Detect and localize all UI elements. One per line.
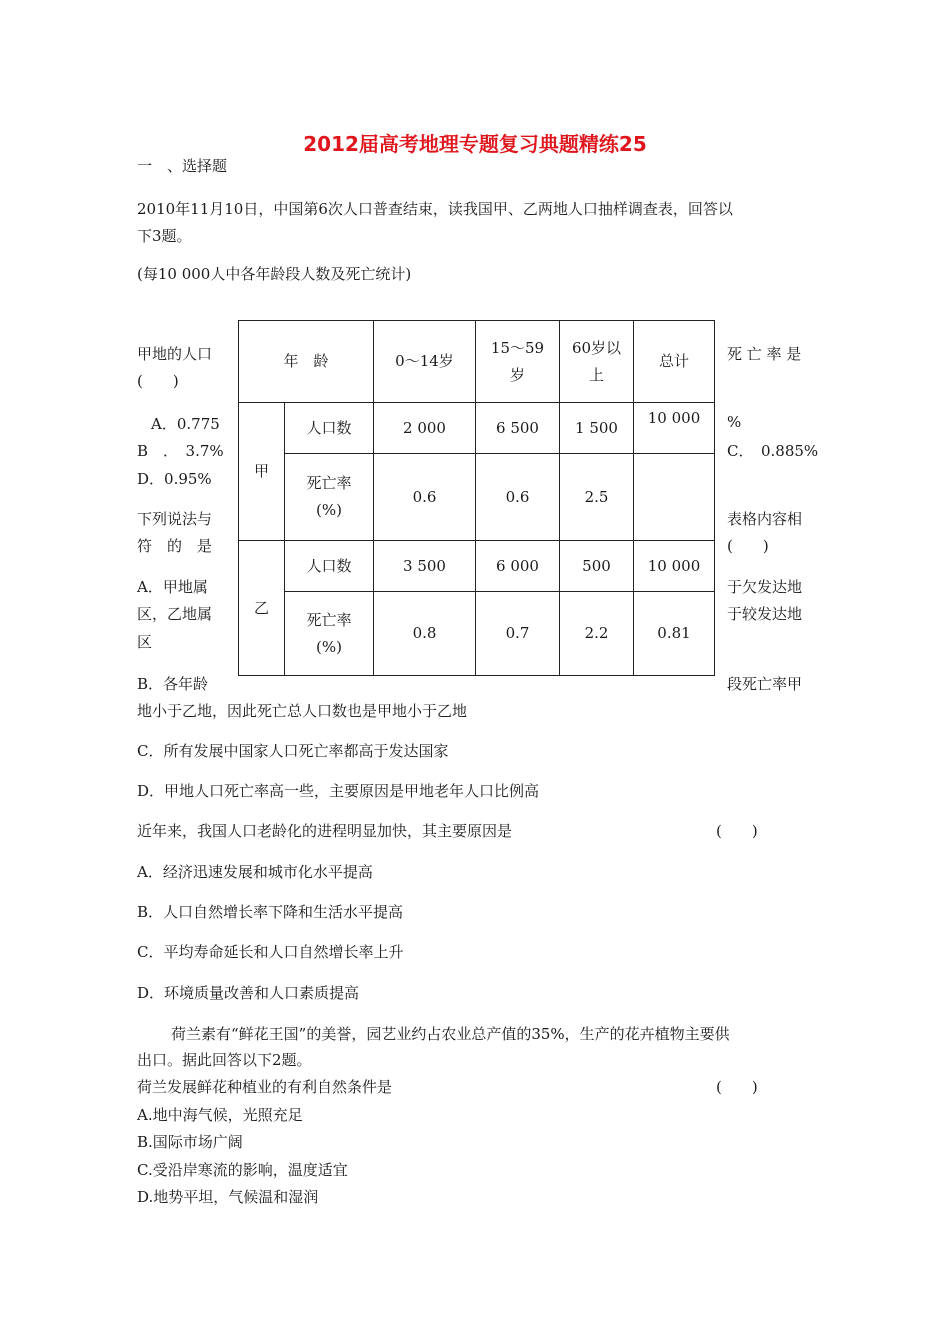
b-pop-total: 10 000 [634, 541, 715, 592]
q4-stem: 荷兰发展鲜花种植业的有利自然条件是 [137, 1078, 393, 1096]
b-rate-label: 死亡率 (%) [285, 592, 374, 676]
a-rate-total [634, 454, 715, 541]
a-pop-15-59: 6 500 [476, 403, 560, 454]
table-caption: (每10 000人中各年龄段人数及死亡统计) [137, 265, 412, 283]
q2-option-b-right: 段死亡率甲 [727, 675, 803, 693]
q2-option-d: D．甲地人口死亡率高一些，主要原因是甲地老年人口比例高 [137, 782, 540, 800]
page-title: 2012届高考地理专题复习典题精练25 [303, 132, 647, 156]
q1-option-b: B ． 3.7% [137, 442, 224, 460]
b-pop-0-14: 3 500 [374, 541, 476, 592]
q1-option-a: A．0.775 [151, 415, 220, 433]
population-table [238, 320, 715, 676]
a-pop-label: 人口数 [285, 403, 374, 454]
header-total: 总计 [634, 321, 715, 403]
a-pop-60-plus: 1 500 [560, 403, 634, 454]
q4-option-c: C.受沿岸寒流的影响，温度适宜 [137, 1161, 348, 1179]
region-a-label: 甲 [239, 403, 285, 541]
q3-stem: 近年来，我国人口老龄化的进程明显加快，其主要原因是 [137, 822, 513, 840]
q1-paren: ( ) [137, 372, 179, 390]
q2-stem-right: 表格内容相 [727, 510, 803, 528]
intro-text-line1: 2010年11月10日，中国第6次人口普查结束，读我国甲、乙两地人口抽样调查表，回答以 [137, 200, 733, 218]
q2-stem-left: 下列说法与 [137, 510, 213, 528]
a-rate-0-14: 0.6 [374, 454, 476, 541]
a-pop-0-14: 2 000 [374, 403, 476, 454]
intro-text-line2: 下3题。 [137, 227, 192, 245]
header-15-59: 15～59 岁 [476, 321, 560, 403]
q2-option-a-left-2: 区，乙地属 [137, 605, 213, 623]
q4-option-b: B.国际市场广阔 [137, 1133, 243, 1151]
q3-option-d: D．环境质量改善和人口素质提高 [137, 984, 360, 1002]
header-age: 年 龄 [239, 321, 374, 403]
q2-option-a-right-1: 于欠发达地 [727, 578, 803, 596]
section-heading: 一 、选择题 [137, 157, 228, 175]
q3-option-c: C．平均寿命延长和人口自然增长率上升 [137, 943, 404, 961]
q2-stem-left-2: 符 的 是 [137, 537, 213, 555]
q2-option-b-cont: 地小于乙地，因此死亡总人口数也是甲地小于乙地 [137, 702, 468, 720]
b-rate-15-59: 0.7 [476, 592, 560, 676]
header-60-plus: 60岁以 上 [560, 321, 634, 403]
q4-paren: ( ) [716, 1078, 758, 1096]
b-pop-label: 人口数 [285, 541, 374, 592]
q1-stem-right: 死 亡 率 是 [727, 345, 802, 363]
q1-stem-left: 甲地的人口 [137, 345, 213, 363]
q4-option-d: D.地势平坦，气候温和湿润 [137, 1188, 319, 1206]
q2-option-a-left-3: 区 [137, 633, 153, 651]
q3-option-a: A．经济迅速发展和城市化水平提高 [137, 863, 373, 881]
b-pop-15-59: 6 000 [476, 541, 560, 592]
q2-option-a-left-1: A．甲地属 [137, 578, 208, 596]
q3-option-b: B．人口自然增长率下降和生活水平提高 [137, 903, 404, 921]
region-b-label: 乙 [239, 541, 285, 676]
q4-option-a: A.地中海气候，光照充足 [137, 1106, 303, 1124]
a-rate-60-plus: 2.5 [560, 454, 634, 541]
b-rate-total: 0.81 [634, 592, 715, 676]
a-rate-15-59: 0.6 [476, 454, 560, 541]
a-rate-label: 死亡率 (%) [285, 454, 374, 541]
b-rate-60-plus: 2.2 [560, 592, 634, 676]
b-rate-0-14: 0.8 [374, 592, 476, 676]
q1-option-a-unit: % [727, 413, 742, 431]
header-0-14: 0～14岁 [374, 321, 476, 403]
q2-option-c: C．所有发展中国家人口死亡率都高于发达国家 [137, 742, 449, 760]
netherlands-intro-line2: 出口。据此回答以下2题。 [137, 1051, 312, 1069]
netherlands-intro-line1: 荷兰素有“鲜花王国”的美誉，园艺业约占农业总产值的35%，生产的花卉植物主要供 [171, 1025, 730, 1043]
b-pop-60-plus: 500 [560, 541, 634, 592]
q1-option-c: C． 0.885% [727, 442, 819, 460]
q2-option-b-left: B．各年龄 [137, 675, 209, 693]
q1-option-d: D．0.95% [137, 470, 212, 488]
q2-paren: ( ) [727, 537, 769, 555]
q3-paren: ( ) [716, 822, 758, 840]
a-pop-total: 10 000 [634, 403, 715, 454]
q2-option-a-right-2: 于较发达地 [727, 605, 803, 623]
